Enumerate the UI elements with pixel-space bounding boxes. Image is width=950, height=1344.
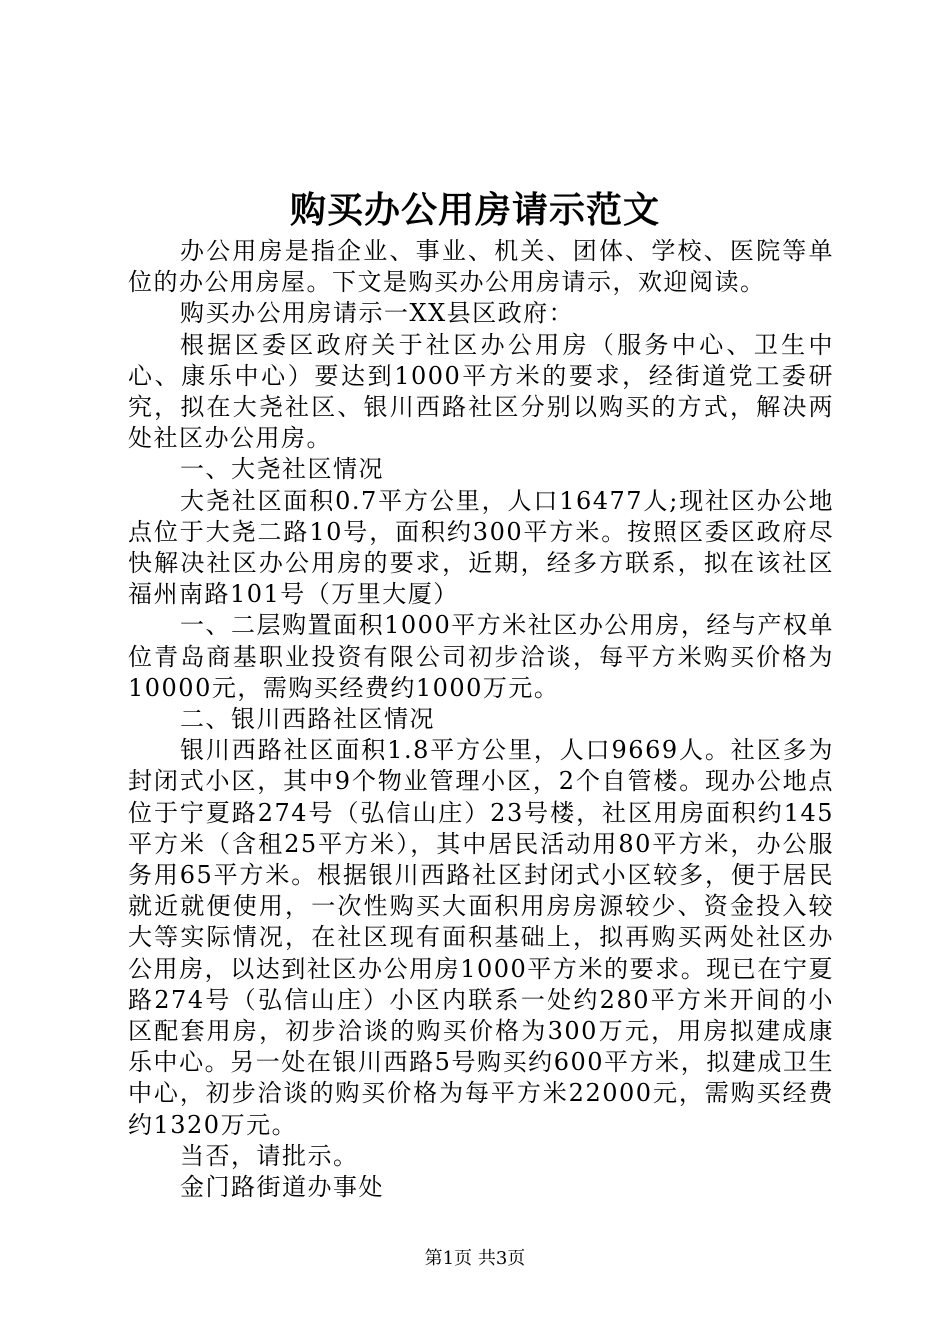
page-number: 第1页 共3页 bbox=[424, 1248, 526, 1269]
paragraph: 一、二层购置面积1000平方米社区办公用房，经与产权单位青岛商基职业投资有限公司初步洽谈，每平方米购买价格为10000元，需购买经费约1000万元。 bbox=[128, 611, 834, 702]
paragraph: 大尧社区面积0.7平方公里，人口16477人;现社区办公地点位于大尧二路10号，面积约300平方米。按照区委区政府尽快解决社区办公用房的要求，近期，经多方联系，拟在该社区福州南路101号（万里大厦） bbox=[128, 486, 834, 609]
paragraph: 银川西路社区面积1.8平方公里，人口9669人。社区多为封闭式小区，其中9个物业管理小区，2个自管楼。现办公地点位于宁夏路274号（弘信山庄）23号楼，社区用房面积约145平方米（含租25平方米），其中居民活动用80平方米，办公服务用65平方米。根据银川西路社区封闭式小区较多，便于居民就近就便使用，一次性购买大面积用房房源较少、资金投入较大等实际情况，在社区现有面积基础上，拟再购买两处社区办公用房，以达到社区办公用房1000平方米的要求。现已在宁夏路274号（弘信山庄）小区内联系一处约280平方米开间的小区配套用房，初步洽谈的购买价格为300万元，用房拟建成康乐中心。另一处在银川西路5号购买约600平方米，拟建成卫生中心，初步洽谈的购买价格为每平方米22000元，需购买经费约1320万元。 bbox=[128, 736, 834, 1139]
paragraph: 办公用房是指企业、事业、机关、团体、学校、医院等单位的办公用房屋。下文是购买办公用房请示，欢迎阅读。 bbox=[128, 237, 834, 297]
closing-request: 当否，请批示。 bbox=[180, 1141, 359, 1170]
paragraph: 根据区委区政府关于社区办公用房（服务中心、卫生中心、康乐中心）要达到1000平方米的要求，经街道党工委研究，拟在大尧社区、银川西路社区分别以购买的方式，解决两处社区办公用房。 bbox=[128, 330, 834, 453]
section-heading: 一、大尧社区情况 bbox=[180, 455, 384, 484]
section-heading: 二、银川西路社区情况 bbox=[180, 705, 435, 734]
paragraph: 购买办公用房请示一XX县区政府： bbox=[180, 299, 575, 328]
document-title: 购买办公用房请示范文 bbox=[289, 189, 660, 231]
document-body bbox=[128, 236, 834, 1203]
signature-org: 金门路街道办事处 bbox=[180, 1173, 384, 1202]
